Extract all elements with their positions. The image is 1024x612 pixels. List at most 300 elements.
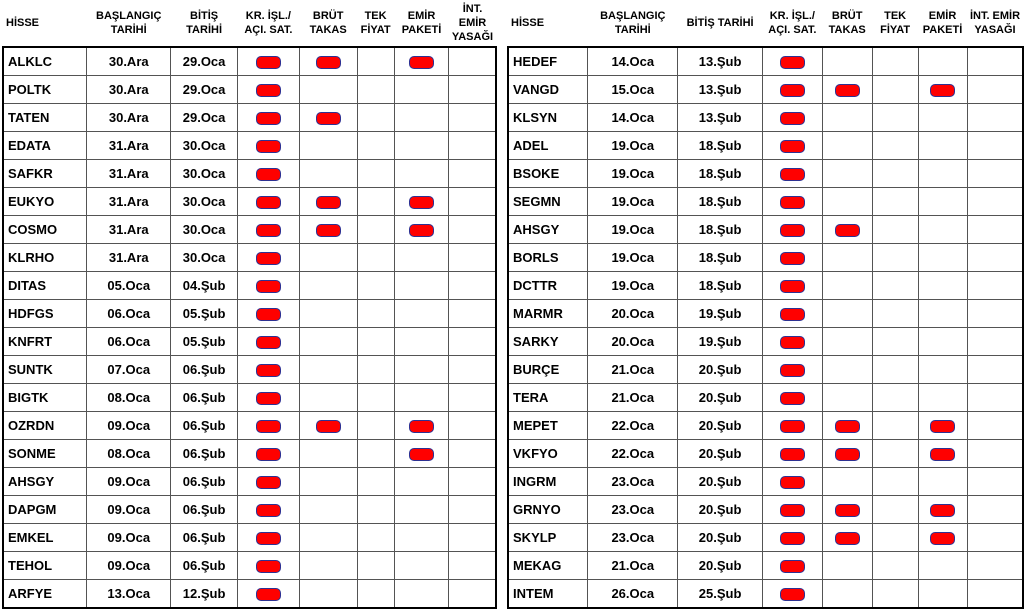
cell-int-emir-yasagi xyxy=(449,552,496,580)
restriction-marker xyxy=(316,56,341,69)
column-header-int-emir-yasagi: İNT. EMİR YASAĞI xyxy=(969,10,1021,36)
cell-emir-paketi xyxy=(918,104,967,132)
table-row xyxy=(508,496,1023,524)
column-header-baslangic-tarihi: BAŞLANGIÇ TARİHİ xyxy=(600,10,666,36)
cell-int-emir-yasagi xyxy=(449,188,496,216)
cell-emir-paketi xyxy=(394,244,449,272)
restriction-marker xyxy=(409,56,434,69)
cell-start-date: 08.Oca xyxy=(87,384,171,412)
restriction-marker xyxy=(256,168,281,181)
cell-hisse: SKYLP xyxy=(508,524,588,552)
cell-emir-paketi xyxy=(918,412,967,440)
cell-int-emir-yasagi xyxy=(449,76,496,104)
cell-end-date: 20.Şub xyxy=(678,356,763,384)
table-row xyxy=(3,552,496,580)
cell-int-emir-yasagi xyxy=(967,524,1023,552)
restriction-marker xyxy=(316,224,341,237)
restriction-marker xyxy=(780,84,805,97)
cell-start-date: 09.Oca xyxy=(87,524,171,552)
cell-start-date: 21.Oca xyxy=(588,384,678,412)
cell-kr-isl-aci-sat xyxy=(762,580,822,609)
cell-end-date: 30.Oca xyxy=(171,160,238,188)
cell-kr-isl-aci-sat xyxy=(238,272,300,300)
cell-emir-paketi xyxy=(918,160,967,188)
cell-start-date: 23.Oca xyxy=(588,468,678,496)
header-row xyxy=(508,0,1023,47)
cell-hisse: KLSYN xyxy=(508,104,588,132)
table-row xyxy=(508,552,1023,580)
cell-int-emir-yasagi xyxy=(967,580,1023,609)
cell-tek-fiyat xyxy=(357,440,394,468)
table-row xyxy=(3,524,496,552)
cell-hisse: HEDEF xyxy=(508,47,588,76)
cell-tek-fiyat xyxy=(357,356,394,384)
cell-brut-takas xyxy=(822,440,872,468)
cell-end-date: 20.Şub xyxy=(678,412,763,440)
cell-start-date: 19.Oca xyxy=(588,188,678,216)
cell-int-emir-yasagi xyxy=(967,496,1023,524)
header-row xyxy=(3,0,496,47)
cell-start-date: 22.Oca xyxy=(588,440,678,468)
cell-tek-fiyat xyxy=(872,216,918,244)
cell-int-emir-yasagi xyxy=(449,440,496,468)
cell-emir-paketi xyxy=(394,496,449,524)
cell-brut-takas xyxy=(299,132,357,160)
cell-hisse: EMKEL xyxy=(3,524,87,552)
cell-kr-isl-aci-sat xyxy=(762,132,822,160)
restriction-marker xyxy=(256,532,281,545)
cell-kr-isl-aci-sat xyxy=(238,132,300,160)
cell-kr-isl-aci-sat xyxy=(762,244,822,272)
restriction-marker xyxy=(256,224,281,237)
cell-emir-paketi xyxy=(918,188,967,216)
cell-end-date: 20.Şub xyxy=(678,552,763,580)
cell-emir-paketi xyxy=(394,524,449,552)
cell-start-date: 26.Oca xyxy=(588,580,678,609)
cell-end-date: 20.Şub xyxy=(678,524,763,552)
cell-int-emir-yasagi xyxy=(967,272,1023,300)
cell-hisse: KLRHO xyxy=(3,244,87,272)
restriction-marker xyxy=(780,476,805,489)
cell-end-date: 18.Şub xyxy=(678,188,763,216)
cell-hisse: ALKLC xyxy=(3,47,87,76)
cell-brut-takas xyxy=(822,496,872,524)
restriction-marker xyxy=(780,560,805,573)
table-row xyxy=(508,384,1023,412)
cell-int-emir-yasagi xyxy=(967,76,1023,104)
cell-int-emir-yasagi xyxy=(449,47,496,76)
table-row xyxy=(3,160,496,188)
cell-emir-paketi xyxy=(394,580,449,609)
restriction-marker xyxy=(256,56,281,69)
cell-end-date: 30.Oca xyxy=(171,216,238,244)
cell-emir-paketi xyxy=(918,496,967,524)
cell-int-emir-yasagi xyxy=(967,356,1023,384)
cell-start-date: 30.Ara xyxy=(87,76,171,104)
cell-tek-fiyat xyxy=(357,524,394,552)
cell-start-date: 22.Oca xyxy=(588,412,678,440)
cell-int-emir-yasagi xyxy=(967,552,1023,580)
table-row xyxy=(508,412,1023,440)
cell-emir-paketi xyxy=(918,132,967,160)
table-row xyxy=(3,580,496,609)
cell-emir-paketi xyxy=(394,104,449,132)
cell-brut-takas xyxy=(822,188,872,216)
cell-hisse: AHSGY xyxy=(3,468,87,496)
cell-int-emir-yasagi xyxy=(967,132,1023,160)
cell-kr-isl-aci-sat xyxy=(238,384,300,412)
column-header-kr-isl-aci-sat: KR. İŞL./ AÇI. SAT. xyxy=(768,10,817,36)
cell-emir-paketi xyxy=(394,552,449,580)
restriction-marker xyxy=(256,504,281,517)
restriction-marker xyxy=(256,448,281,461)
cell-brut-takas xyxy=(822,76,872,104)
cell-emir-paketi xyxy=(918,524,967,552)
cell-start-date: 30.Ara xyxy=(87,104,171,132)
cell-hisse: BSOKE xyxy=(508,160,588,188)
cell-hisse: EDATA xyxy=(3,132,87,160)
cell-brut-takas xyxy=(299,524,357,552)
cell-tek-fiyat xyxy=(357,328,394,356)
cell-hisse: BURÇE xyxy=(508,356,588,384)
cell-end-date: 13.Şub xyxy=(678,76,763,104)
restriction-marker xyxy=(409,448,434,461)
cell-hisse: MEPET xyxy=(508,412,588,440)
cell-start-date: 19.Oca xyxy=(588,132,678,160)
restriction-marker xyxy=(256,252,281,265)
cell-kr-isl-aci-sat xyxy=(762,104,822,132)
cell-int-emir-yasagi xyxy=(967,244,1023,272)
cell-emir-paketi xyxy=(918,356,967,384)
cell-tek-fiyat xyxy=(872,76,918,104)
cell-int-emir-yasagi xyxy=(449,356,496,384)
cell-brut-takas xyxy=(822,300,872,328)
cell-kr-isl-aci-sat xyxy=(238,160,300,188)
restriction-marker xyxy=(256,84,281,97)
cell-start-date: 09.Oca xyxy=(87,412,171,440)
cell-brut-takas xyxy=(299,580,357,609)
cell-tek-fiyat xyxy=(357,47,394,76)
cell-kr-isl-aci-sat xyxy=(762,47,822,76)
cell-tek-fiyat xyxy=(872,552,918,580)
cell-kr-isl-aci-sat xyxy=(238,552,300,580)
cell-brut-takas xyxy=(299,412,357,440)
restriction-marker xyxy=(835,84,860,97)
cell-kr-isl-aci-sat xyxy=(238,496,300,524)
cell-kr-isl-aci-sat xyxy=(762,468,822,496)
cell-int-emir-yasagi xyxy=(967,104,1023,132)
cell-hisse: MARMR xyxy=(508,300,588,328)
cell-start-date: 30.Ara xyxy=(87,47,171,76)
table-row xyxy=(508,356,1023,384)
restriction-marker xyxy=(256,364,281,377)
cell-kr-isl-aci-sat xyxy=(762,356,822,384)
cell-end-date: 13.Şub xyxy=(678,47,763,76)
cell-emir-paketi xyxy=(394,468,449,496)
restriction-marker xyxy=(780,336,805,349)
cell-hisse: BORLS xyxy=(508,244,588,272)
cell-tek-fiyat xyxy=(872,160,918,188)
cell-end-date: 04.Şub xyxy=(171,272,238,300)
table-row xyxy=(508,272,1023,300)
cell-tek-fiyat xyxy=(357,300,394,328)
cell-hisse: VKFYO xyxy=(508,440,588,468)
table-row xyxy=(3,356,496,384)
cell-kr-isl-aci-sat xyxy=(238,76,300,104)
cell-end-date: 20.Şub xyxy=(678,496,763,524)
cell-end-date: 05.Şub xyxy=(171,300,238,328)
cell-hisse: SEGMN xyxy=(508,188,588,216)
cell-emir-paketi xyxy=(918,216,967,244)
cell-emir-paketi xyxy=(918,47,967,76)
cell-brut-takas xyxy=(299,300,357,328)
cell-hisse: BIGTK xyxy=(3,384,87,412)
cell-emir-paketi xyxy=(918,468,967,496)
restriction-marker xyxy=(256,280,281,293)
cell-kr-isl-aci-sat xyxy=(762,328,822,356)
cell-brut-takas xyxy=(822,104,872,132)
restriction-marker xyxy=(930,420,955,433)
cell-kr-isl-aci-sat xyxy=(238,300,300,328)
cell-start-date: 09.Oca xyxy=(87,496,171,524)
cell-end-date: 19.Şub xyxy=(678,328,763,356)
restriction-marker xyxy=(930,532,955,545)
cell-brut-takas xyxy=(822,216,872,244)
cell-brut-takas xyxy=(822,580,872,609)
restriction-marker xyxy=(835,504,860,517)
cell-kr-isl-aci-sat xyxy=(762,300,822,328)
restriction-marker xyxy=(780,448,805,461)
cell-brut-takas xyxy=(822,160,872,188)
cell-end-date: 06.Şub xyxy=(171,552,238,580)
cell-int-emir-yasagi xyxy=(449,244,496,272)
restriction-marker xyxy=(256,476,281,489)
table-row xyxy=(3,76,496,104)
table-row xyxy=(3,412,496,440)
cell-int-emir-yasagi xyxy=(449,132,496,160)
restriction-marker xyxy=(780,420,805,433)
cell-hisse: OZRDN xyxy=(3,412,87,440)
cell-tek-fiyat xyxy=(872,132,918,160)
cell-int-emir-yasagi xyxy=(449,104,496,132)
cell-brut-takas xyxy=(299,76,357,104)
restriction-marker xyxy=(835,532,860,545)
cell-kr-isl-aci-sat xyxy=(762,160,822,188)
cell-kr-isl-aci-sat xyxy=(762,76,822,104)
table-row xyxy=(3,328,496,356)
table-row xyxy=(508,328,1023,356)
cell-int-emir-yasagi xyxy=(449,160,496,188)
restriction-marker xyxy=(780,140,805,153)
cell-tek-fiyat xyxy=(872,300,918,328)
restriction-marker xyxy=(256,392,281,405)
cell-tek-fiyat xyxy=(357,104,394,132)
column-header-kr-isl-aci-sat: KR. İŞL./ AÇI. SAT. xyxy=(244,10,293,36)
cell-tek-fiyat xyxy=(357,244,394,272)
cell-kr-isl-aci-sat xyxy=(238,440,300,468)
cell-tek-fiyat xyxy=(872,244,918,272)
cell-brut-takas xyxy=(822,244,872,272)
cell-brut-takas xyxy=(822,468,872,496)
cell-start-date: 09.Oca xyxy=(87,552,171,580)
cell-kr-isl-aci-sat xyxy=(238,328,300,356)
cell-brut-takas xyxy=(299,328,357,356)
cell-end-date: 20.Şub xyxy=(678,468,763,496)
cell-kr-isl-aci-sat xyxy=(238,216,300,244)
restriction-marker xyxy=(780,196,805,209)
restriction-marker xyxy=(256,140,281,153)
cell-int-emir-yasagi xyxy=(967,440,1023,468)
table-row xyxy=(508,216,1023,244)
restriction-marker xyxy=(409,224,434,237)
cell-end-date: 25.Şub xyxy=(678,580,763,609)
cell-end-date: 06.Şub xyxy=(171,356,238,384)
cell-tek-fiyat xyxy=(872,328,918,356)
cell-tek-fiyat xyxy=(872,104,918,132)
cell-start-date: 08.Oca xyxy=(87,440,171,468)
cell-emir-paketi xyxy=(918,76,967,104)
cell-end-date: 05.Şub xyxy=(171,328,238,356)
cell-tek-fiyat xyxy=(872,468,918,496)
cell-hisse: EUKYO xyxy=(3,188,87,216)
restriction-marker xyxy=(780,392,805,405)
cell-hisse: KNFRT xyxy=(3,328,87,356)
cell-kr-isl-aci-sat xyxy=(238,104,300,132)
cell-int-emir-yasagi xyxy=(967,328,1023,356)
table-row xyxy=(3,244,496,272)
cell-emir-paketi xyxy=(394,440,449,468)
cell-hisse: ARFYE xyxy=(3,580,87,609)
restriction-marker xyxy=(780,588,805,601)
cell-hisse: DCTTR xyxy=(508,272,588,300)
cell-hisse: TATEN xyxy=(3,104,87,132)
cell-start-date: 07.Oca xyxy=(87,356,171,384)
cell-brut-takas xyxy=(299,160,357,188)
cell-emir-paketi xyxy=(394,272,449,300)
cell-start-date: 14.Oca xyxy=(588,104,678,132)
cell-start-date: 05.Oca xyxy=(87,272,171,300)
cell-emir-paketi xyxy=(394,328,449,356)
cell-start-date: 19.Oca xyxy=(588,244,678,272)
cell-kr-isl-aci-sat xyxy=(762,384,822,412)
cell-tek-fiyat xyxy=(872,356,918,384)
column-header-emir-paketi: EMİR PAKETİ xyxy=(922,10,963,36)
cell-tek-fiyat xyxy=(357,580,394,609)
cell-hisse: DAPGM xyxy=(3,496,87,524)
cell-brut-takas xyxy=(822,132,872,160)
restriction-marker xyxy=(780,224,805,237)
cell-start-date: 06.Oca xyxy=(87,328,171,356)
restriction-marker xyxy=(780,56,805,69)
cell-start-date: 31.Ara xyxy=(87,216,171,244)
restriction-marker xyxy=(780,252,805,265)
table-row xyxy=(508,188,1023,216)
cell-end-date: 06.Şub xyxy=(171,524,238,552)
cell-start-date: 19.Oca xyxy=(588,160,678,188)
cell-hisse: SONME xyxy=(3,440,87,468)
cell-emir-paketi xyxy=(918,384,967,412)
cell-tek-fiyat xyxy=(872,440,918,468)
cell-emir-paketi xyxy=(918,300,967,328)
table-row xyxy=(508,300,1023,328)
cell-tek-fiyat xyxy=(357,272,394,300)
cell-hisse: INTEM xyxy=(508,580,588,609)
cell-kr-isl-aci-sat xyxy=(238,412,300,440)
restriction-marker xyxy=(780,308,805,321)
cell-brut-takas xyxy=(822,384,872,412)
column-header-hisse: HİSSE xyxy=(6,17,40,29)
table-row xyxy=(508,104,1023,132)
table-row xyxy=(508,47,1023,76)
restriction-marker xyxy=(256,308,281,321)
cell-brut-takas xyxy=(822,328,872,356)
cell-tek-fiyat xyxy=(357,384,394,412)
restriction-marker xyxy=(835,224,860,237)
cell-emir-paketi xyxy=(394,300,449,328)
cell-end-date: 20.Şub xyxy=(678,440,763,468)
column-header-hisse: HİSSE xyxy=(511,17,545,29)
table-row xyxy=(3,468,496,496)
cell-brut-takas xyxy=(822,272,872,300)
cell-start-date: 31.Ara xyxy=(87,244,171,272)
cell-end-date: 18.Şub xyxy=(678,160,763,188)
cell-end-date: 30.Oca xyxy=(171,132,238,160)
cell-end-date: 18.Şub xyxy=(678,132,763,160)
cell-tek-fiyat xyxy=(357,132,394,160)
restriction-marker xyxy=(780,112,805,125)
cell-end-date: 29.Oca xyxy=(171,76,238,104)
cell-int-emir-yasagi xyxy=(967,47,1023,76)
cell-emir-paketi xyxy=(394,412,449,440)
column-header-baslangic-tarihi: BAŞLANGIÇ TARİHİ xyxy=(96,10,162,36)
cell-hisse: HDFGS xyxy=(3,300,87,328)
cell-hisse: INGRM xyxy=(508,468,588,496)
cell-emir-paketi xyxy=(918,244,967,272)
restriction-marker xyxy=(256,112,281,125)
table-row xyxy=(3,47,496,76)
table-row xyxy=(3,300,496,328)
cell-tek-fiyat xyxy=(872,188,918,216)
cell-tek-fiyat xyxy=(872,496,918,524)
cell-hisse: DITAS xyxy=(3,272,87,300)
restriction-marker xyxy=(780,364,805,377)
cell-end-date: 19.Şub xyxy=(678,300,763,328)
restriction-marker xyxy=(780,532,805,545)
cell-emir-paketi xyxy=(918,552,967,580)
restriction-marker xyxy=(256,560,281,573)
table-row xyxy=(508,468,1023,496)
cell-emir-paketi xyxy=(394,47,449,76)
cell-brut-takas xyxy=(299,440,357,468)
cell-int-emir-yasagi xyxy=(967,468,1023,496)
column-header-bitis-tarihi: BİTİŞ TARİHİ xyxy=(686,17,754,29)
cell-int-emir-yasagi xyxy=(967,216,1023,244)
cell-start-date: 19.Oca xyxy=(588,272,678,300)
cell-kr-isl-aci-sat xyxy=(762,496,822,524)
table-row xyxy=(508,524,1023,552)
restrictions-table-right xyxy=(507,0,1024,609)
cell-brut-takas xyxy=(299,356,357,384)
cell-kr-isl-aci-sat xyxy=(762,216,822,244)
cell-hisse: ADEL xyxy=(508,132,588,160)
restriction-marker xyxy=(316,196,341,209)
cell-kr-isl-aci-sat xyxy=(762,412,822,440)
cell-emir-paketi xyxy=(394,216,449,244)
cell-kr-isl-aci-sat xyxy=(762,440,822,468)
restriction-marker xyxy=(256,196,281,209)
cell-emir-paketi xyxy=(918,580,967,609)
cell-start-date: 21.Oca xyxy=(588,552,678,580)
